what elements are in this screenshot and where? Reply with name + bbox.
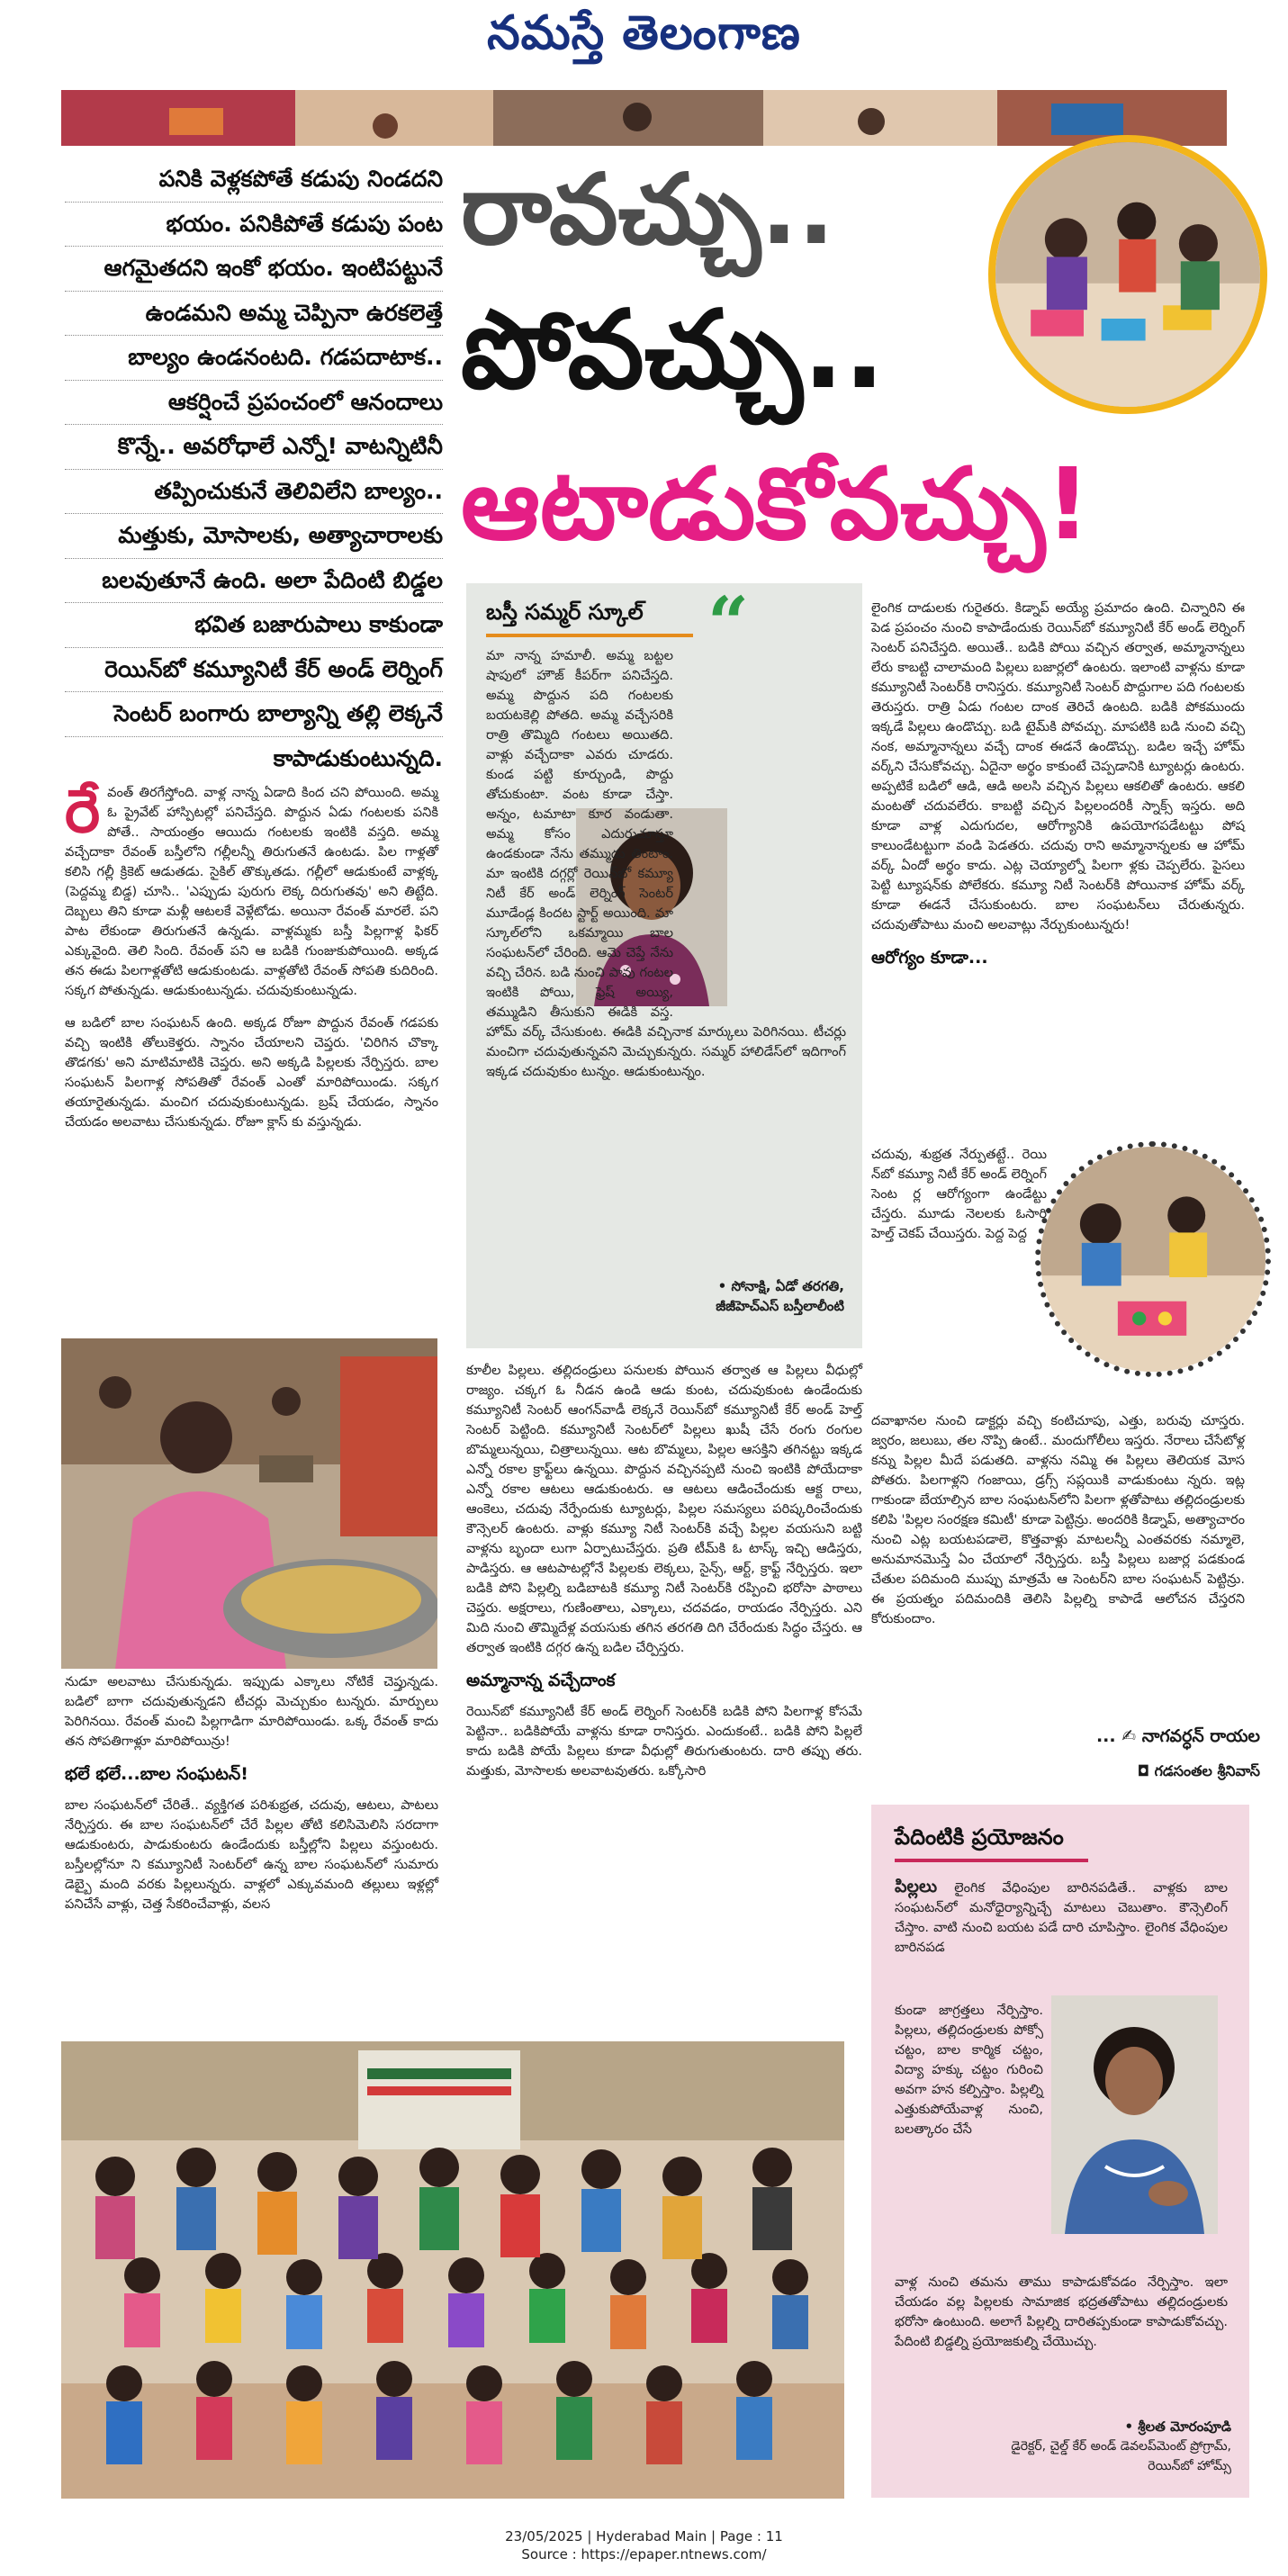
benefit-text-middle	[895, 2001, 1043, 2152]
headline-line-3: ఆటాడుకోవచ్చు!	[461, 446, 1091, 562]
main-story-column-bottom	[65, 1672, 438, 2050]
quote-mark: “	[707, 581, 750, 665]
right-column-health	[871, 1145, 1047, 1406]
paragraph-text: వంత్ తిరగేస్తోంది. వాళ్ల నాన్న ఏడాది కింద చని పోయింది. అమ్మ ఓ ప్రైవేట్ హాస్పిటల్లో పనిచేస్తది. పొద్దున ఏడు గంటలకు పనికి పోతే.. సాయంత్రం ఆయిదు గంటలకు ఇంటికి వస్తది. అమ్మ వచ్చేదాకా రేవంత్ బస్తీలోని గల్లీలన్నీ తిరుగుతనే ఉంటడు. పిల గాళ్లతో కలిసి గల్లీ క్రికెట్ ఆడుతడు. సైకిల్ తొక్కుతడు. గల్లీలో ఆడుకుంటే వాళ్లక్క (పెద్దమ్మ బిడ్డ) చూసి.. 'ఎప్పుడు పురుగు లెక్క దిరుగుతవు' అని తిట్టేది. దెబ్బలు తిని కూడా మళ్లీ ఆటలకే వెళ్లేటోడు. అయినా రేవంత్ మారలే. పని పాట లేకుండా తిరుగుతనే ఉన్నడు. వాళ్లమ్మకు బస్తీ పిల్లగాళ్ల ఫికర్ ఎక్కువైంది. తెలి సింది. రేవంత్ పని ఆ బడికి గుంజుకుపోయింది. అక్కడ తన ఈడు పిలగాళ్లతోటి ఆడుకుంటడు. వాళ్లతోటి రేవంత్ సోపతి కుదిరింది. సక్కగ పోతున్నడు. ఆడుకుంటున్నడు. చదువుకుంటున్నడు.	[65, 785, 438, 998]
signature-org: రెయిన్‌బో హోమ్స్	[1148, 2459, 1231, 2473]
intro-line: బాల్యం ఉండనంటది. గడపదాటాక..	[65, 336, 443, 381]
newspaper-name: నమస్తే తెలంగాణ	[487, 5, 801, 60]
testimony-signature	[601, 1276, 844, 1316]
intro-line: మత్తుకు, మోసాలకు, అత్యాచారాలకు	[65, 514, 443, 559]
intro-line: తప్పించుకునే తెలివిలేని బాల్యం..	[65, 470, 443, 515]
intro-line: పనికి వెళ్లకపోతే కడుపు నిండదని	[65, 158, 443, 203]
top-banner-photo	[61, 90, 1227, 146]
lead-word: పిల్లలు	[895, 1877, 938, 1896]
kids-activity-photo	[1035, 1141, 1271, 1377]
director-portrait-photo	[1051, 1995, 1218, 2234]
footer	[0, 2527, 1288, 2563]
drop-cap: రే	[65, 776, 101, 846]
paragraph: కూలీల పిల్లలు. తల్లిదండ్రులు పనులకు పోయిన తర్వాత ఆ పిల్లలు వీధుల్లో రాజ్యం. చక్కగ ఓ నీడన ఉండి ఆడు కుంట, చదువుకుంట ఉండేందుకు కమ్యూనిటీ సెంటర్‌ ఆంగన్‌వాడీ లెక్కనే రెయిన్‌బో కమ్యూనిటీ కేర్ అండ్ హెల్త్ సెంటర్ పెట్టింది. కమ్యూనిటీ సెంటర్‌లో పిల్లలు ఖుషీ చేసే రంగు రంగుల బొమ్మలున్నయి, చిత్రాలున్నయి. ఆట బొమ్మలు, పిల్లల ఆసక్తిని తగినట్టు ఇక్కడ ఎన్నో రకాల క్రాఫ్ట్‌లు ఉన్నయి. పొద్దున వచ్చినప్పటి నుంచి ఇంటికి పోయేదాకా ఎన్నో రకాల ఆటలు ఆడుకుంటరు. ఆ ఆటలు ఆడించేందుకు ఆక్ట రాలు, ఆంకెలు, చదువు నేర్పేందుకు ట్యూటర్లు, పిల్లల సమస్యలు పరిష్కరించేందుకు కౌన్సెలర్ ఉంటరు. వాళ్లు కమ్యూ నిటీ సెంటర్‌కి వచ్చే పిల్లల వయసుని బట్టి వాళ్లను బృందా లుగా ఏర్పాటుచేస్తరు. ప్రతి టీమ్‌కి ఓ టాస్క్ ఇచ్చి ఆడిస్తరు, పాడిస్తరు. ఆ ఆటపాటల్లోనే పిల్లలకు లెక్కలు, సైన్స్, ఆర్ట్, క్రాఫ్ట్ నేర్పిస్తరు. ఇలా బడికి పోని పిల్లల్ని బడిబాటకి కమ్యూ నిటీ సెంటర్‌కి రప్పించి భరోసా పాఠాలు చెప్తరు. అక్షరాలు, గుణింతాలు, ఎక్కాలు, చదవడం, రాయడం నేర్పిస్తరు. ఎని మిది నుంచి తొమ్మిదేళ్ల వయసుకు తగిన తరగతి దిగి చేరేందుకు సిద్ధం చేస్తరు. ఆ తర్వాత ఇంటికి దగ్గర ఉన్న బడిల చేర్పిస్తరు.	[466, 1363, 862, 1655]
intro-line: ఉండమని అమ్మ చెప్పినా ఉరకలెత్తే	[65, 292, 443, 337]
basti-testimony	[486, 646, 846, 1082]
benefit-text-bottom	[895, 2273, 1228, 2364]
title-underline	[486, 634, 693, 637]
paragraph: ఆ బడిలో బాల సంఘటన్ ఉంది. అక్కడ రోజూ పొద్దున రేవంత్ గడపకు వచ్చి ఇంటికి తోలుకెళ్తరు. స్నానం చేయాలని చెప్తరు. 'చిరిగిన చొక్కా తొడగకు' అని మాటిమాటికి చెప్తరు. అని అక్కడి పిల్లలకు నేర్పిస్తరు. బాల సంఘటన్ పిలగాళ్ల సోపతితో రేవంత్ ఎంతో మారిపోయిండు. సక్కగ తయారైతున్నడు. మంచిగ చదువుకుంటున్నడు. బ్రష్ చేయడం, స్నానం చేయడం అలవాటు చేసుకున్నడు. రోజూ క్లాస్ కు వస్తున్నడు.	[65, 1015, 438, 1130]
signature-title: డైరెక్టర్, చైల్డ్ కేర్ అండ్ డెవలప్‌మెంట్ ప్రోగ్రామ్,	[1011, 2439, 1231, 2454]
basti-testimony-text: మా నాన్న హమాలీ. అమ్మ బట్టల షాపులో హౌజ్ కీపర్‌గా పనిచేస్తది. అమ్మ పొద్దున పది గంటలకు బయటకెల్లి పోతది. అమ్మ వచ్చేసరికి రాత్రి తొమ్మిది గంటలు అయితది. వాళ్లు వచ్చేదాకా ఎవరు చూడరు. కుండ పట్టి కూర్చుండి, పొద్దు తోచుకుంటా. వంట కూడా చేస్తా. అన్నం, టమాటా కూర వండుతా. అమ్మ కోసం ఎదురుచూస్తూ ఉండకుండా నేను తమ్ముడు తింటాం. మా ఇంటికి దగ్గర్లో రెయిన్‌బో కమ్యూ నిటీ కేర్ అండ్ లెర్నింగ్ సెంటర్ మూడేండ్ల కిందట స్టార్ట్ అయింది. మా స్కూల్‌లోని ఒకమ్మాయి బాల సంఘటన్‌లో చేరింది. ఆమె చెప్తే నేను వచ్చి చేరిన. బడి నుంచి పావు గంటల ఇంటికి పోయి, ఫ్రెష్ అయ్యి, తమ్ముడిని తీసుకుని ఈడికి వస్త. హోమ్ వర్క్ చేసుకుంట. ఈడికి వచ్చినాక మార్కులు పెరిగినయి. టీచర్లు మంచిగా చదువుతున్నవని మెచ్చుకున్నరు. సమ్మర్ హాలిడేస్‌లో ఇదిగాంగ్ ఇక్కడ చదువుకుం టున్నం. ఆడుకుంటున్నం.	[486, 648, 846, 1079]
footer-date-edition: 23/05/2025 | Hyderabad Main | Page : 11	[505, 2528, 783, 2544]
masthead	[0, 0, 1288, 90]
intro-text	[65, 158, 443, 779]
title-underline	[895, 1859, 1088, 1862]
signature-name: • శ్రీలత మోరంపూడి	[1124, 2418, 1231, 2435]
intro-line: కొన్నే.. అవరోధాలే ఎన్నో! వాటన్నిటినీ	[65, 425, 443, 470]
signature-name: • సోనాక్షి, ఏడో తరగతి,	[717, 1278, 844, 1294]
paragraph-text: లైంగిక వేధింపుల బారినపడితే.. వాళ్లకు బాల సంఘటన్‌లో మనోధైర్యాన్నిచ్చే మాటలు చెబుతాం. కౌన్సెలింగ్ చేస్తాం. వాటి నుంచి బయట పడే దారి చూపిస్తాం. లైంగిక వేధింపుల బారినపడ	[895, 1880, 1228, 1955]
byline-photographer: ◘ గడసంతల శ్రీనివాస్	[1137, 1762, 1260, 1779]
paragraph: నుడూ అలవాటు చేసుకున్నడు. ఇప్పుడు ఎక్కాలు నోటికే చెప్తున్నడు. బడిలో బాగా చదువుతున్నడని టీచర్లు మెచ్చుకుం టున్నరు. మార్పులు పెరిగినయి. రేవంత్ మంచి పిల్లగాడిగా మారిపోయిండు. ఒక్క రేవంత్ కాదు తన సోపతిగాళ్లూ మారిపోయిన్రు!	[65, 1674, 438, 1749]
paragraph: రెయిన్‌బో కమ్యూనిటీ కేర్ అండ్ లెర్నింగ్ సెంటర్‌కి బడికి పోని పిలగాళ్ల కోసమే పెట్టినా.. బడికిపోయే వాళ్లను కూడా రానిస్తరు. ఎందుకంటే.. బడికి పోని పిల్లలే కాదు బడికి పోయే పిల్లలు కూడా వీధుల్లో తిరుగుతుంటరు. దారి తప్పు తరు. మత్తుకు, మోసాలకు అలవాటవుతరు. ఒక్కోసారి	[466, 1704, 862, 1779]
subheading-parents: అమ్మానాన్న వచ్చేదాంక	[466, 1671, 616, 1690]
subheading-bala-sanghatan: భలే భలే...బాల సంఘటన్!	[65, 1764, 248, 1784]
intro-line: ఆగమైతదని ఇంకో భయం. ఇంటిపట్టునే	[65, 247, 443, 292]
paragraph: కుండా జాగ్రత్తలు నేర్పిస్తాం. పిల్లలు, తల్లిదండ్రులకు పోక్సో చట్టం, బాల కార్మిక చట్టం, విద్యా హక్కు చట్టం గురించి అవగా హన కల్పిస్తాం. పిల్లల్ని ఎత్తుకుపోయేవాళ్ల నుంచి, బలత్కారం చేసే	[895, 2003, 1043, 2137]
intro-line: కాపాడుకుంటున్నది.	[273, 744, 443, 771]
subheading-health: ఆరోగ్యం కూడా...	[871, 948, 988, 968]
main-story-column-top	[65, 776, 438, 1337]
group-photo	[61, 2041, 844, 2499]
paragraph: వాళ్ల నుంచి తమను తాము కాపాడుకోవడం నేర్పిస్తాం. ఇలా చేయడం వల్ల పిల్లలకు సామాజిక భద్రతతోపాటు తల్లిదండ్రులకు భరోసా ఉంటుంది. అలాగే పిల్లల్ని దారితప్పకుండా కాపాడుకోవచ్చు. పేదింటి బిడ్డల్ని ప్రయోజకుల్ని చేయొచ్చు.	[895, 2274, 1228, 2349]
paragraph: చదువు, శుభ్రత నేర్పుతట్టే.. రెయి న్‌బో కమ్యూ నిటీ కేర్ అండ్ లెర్నింగ్ సెంట ర్ల ఆరోగ్యంగా ఉండేట్టు చేస్తరు. మూడు నెలలకు ఓసారి హెల్త్ చెకప్ చేయిస్తరు. పెద్ద పెద్ద	[871, 1147, 1047, 1241]
intro-line: సెంటర్ బంగారు బాల్యాన్ని తల్లి లెక్కనే	[65, 692, 443, 737]
right-column-top	[871, 599, 1245, 1116]
children-playing-photo	[988, 135, 1267, 414]
signature-school: జీజీహెచ్‌ఎస్ బస్తీలాలీంటి	[716, 1298, 844, 1314]
director-signature	[907, 2417, 1231, 2476]
basti-box-text	[486, 646, 846, 1276]
benefit-text-top	[895, 1877, 1228, 1970]
center-column	[466, 1361, 862, 2054]
intro-line: భయం. పనికిపోతే కడుపు పంట	[65, 203, 443, 248]
basti-summer-school-box	[466, 583, 862, 1348]
footer-source: Source : https://epaper.ntnews.com/	[521, 2546, 767, 2562]
byline-writer: ... ✍ నాగవర్ధన్ రాయల	[1095, 1726, 1260, 1746]
paragraph: దవాఖానల నుంచి డాక్టర్లు వచ్చి కంటిచూపు, ఎత్తు, బరువు చూస్తరు. జ్వరం, జలుబు, తల నొప్పి ఉంటే.. మందుగోలీలు ఇస్తరు. నేరాలు చేసేటోళ్ల కన్ను పిల్లల మీదే పడుతది. వాళ్లను నమ్మి ఈ పిల్లలు తెలియక మోస పోతరు. పిలగాళ్లని గంజాయి, డ్రగ్స్ సప్లయికి వాడుకుంటు న్నరు. ఇట్ల గాకుండా బేయాల్సిన బాల సంఘటన్‌లోని పిలగా ళ్లతోపాటు తల్లిదండ్రులకు కలిపి 'పిల్లల సంరక్షణ కమిటీ' కూడా పెట్టిన్రు. అందరికి కిడ్నాప్, అత్యాచారం నుంచి ఎట్ల బయటపడాలె, కొత్తవాళ్లు మాటలన్నీ ఎంతవరకు నమ్మాలె, అనుమానమొస్తే ఏం చేయాలో నేర్పిస్తరు. బస్తీ పిల్లలు బజార్ల పడకుండ చేతుల పదిమంది ముప్పు మాత్రమే ఆ సెంటర్‌ని బాల సంఘటన్ పెట్టిన్రు. ఈ ప్రయత్నం పదిమందికి తెలిసి పిల్లల్ని కాపాడే ఆలోచన చేస్తరని కోరుకుందాం.	[871, 1413, 1245, 1626]
paragraph: లైంగిక దాడులకు గురైతరు. కిడ్నాప్ అయ్యే ప్రమాదం ఉంది. చిన్నారిని ఈ పెడ ప్రపంచం నుంచి కాపాడేందుకు రెయిన్‌బో కమ్యూనిటీ కేర్ అండ్ లెర్నింగ్ సెంటర్ పనిచేస్తది. అయితే.. బడికి పోయి వచ్చిన తర్వాత, అమ్మానాన్నలు లేరు కాబట్టి చాలామంది పిల్లలు బజార్లలో ఉంటరు. ఇలాంటి వాళ్లను కూడా కమ్యూనిటీ సెంటర్‌కి రానిస్తరు. కమ్యూనిటీ సెంటర్ పొద్దుగాల పది గంటలకు తెరుస్తరు. రాత్రి ఏడు గంటల దాంక తెరిచే ఉంటది. బడికి పోకముందు ఇక్కడే పిల్లలు ఉండొచ్చు. బడి టైమ్‌కి పోవచ్చు. మాపటికి బడి నుంచి వచ్చి నంక, అమ్మానాన్నలు వచ్చే దాంక ఈడనే ఉండొచ్చు. బడిల ఇచ్చే హోమ్ వర్క్‌ని చేసుకోవచ్చు. ఏదైనా అర్థం కాకుంటే చెప్పడానికి ట్యూటర్లు ఉంటరు. అప్పటికే బడిలో ఆడి, ఆడి అలసి వచ్చిన పిల్లలు ఆకలితో ఉంటరు. ఆకలి మంటతో చదువలేరు. కాబట్టి వచ్చిన పిల్లలందరికీ స్నాక్స్ ఇస్తరు. అది కూడా వాళ్ల ఎదుగుదల, ఆరోగ్యానికి ఉపయోగపడేటట్టు పోష కాలుండేటట్టుగా వండి పెడతరు. చదువు రాని అమ్మానాన్నలకు ఆ హోమ్ వర్క్ ఏందో అర్థం కాదు. ఎట్ల చెయ్యాల్నో పిలగా ళ్లకు చెప్పలేరు. పైసలు పెట్టి ట్యూషన్‌కు పోలేకరు. కమ్యూ నిటీ సెంటర్‌కి పోయినాక హోమ్ వర్క్ కూడా ఈడనే చేసుకుంటరు. బాల సంఘటన్‌లు చేరుతున్నరు. చదువుతోపాటు మంచి అలవాట్లు నేర్చుకుంటున్నరు!	[871, 600, 1245, 932]
intro-line: ఆకర్షించే ప్రపంచంలో ఆనందాలు	[65, 381, 443, 426]
box-title: పేదింటికి ప్రయోజనం	[895, 1824, 1064, 1850]
headline-line-2: పోవచ్చు..	[461, 288, 886, 413]
benefit-box	[871, 1805, 1249, 2498]
right-column-bottom	[871, 1411, 1245, 1731]
paragraph: బాల సంఘటన్‌లో చేరితే.. వ్యక్తిగత పరిశుభ్రత, చదువు, ఆటలు, పాటలు నేర్పిస్తరు. ఈ బాల సంఘటన్‌లో చేరే పిల్లల తోటి కలిసిమెలిసి సరదాగా ఆడుకుంటరు, పాడుకుంటరు ఉండేందుకు బస్తీల్లోని పిల్లలు వస్తుంటరు. బస్తీలల్లోనూ ని కమ్యూనిటీ సెంటర్‌లో ఉన్న బాల సంఘటన్‌లో సుమారు డెబ్బై మంది వరకు పిల్లలున్నరు. వాళ్లలో ఎక్కువమంది తల్లులు ఇళ్లల్లో పనిచేసే వాళ్లు, చెత్త సేకరించేవాళ్లు, వలస	[65, 1797, 438, 1912]
paragraph	[65, 776, 438, 1001]
box-title: బస్తీ సమ్మర్ స్కూల్	[486, 599, 644, 625]
woman-cooking-photo	[61, 1338, 437, 1669]
intro-line: బలవుతూనే ఉంది. అలా పేదింటి బిడ్డల	[65, 559, 443, 604]
intro-line: రెయిన్‌బో కమ్యూనిటీ కేర్ అండ్ లెర్నింగ్	[65, 648, 443, 693]
headline-line-1: రావచ్చు..	[461, 154, 835, 266]
intro-line: భవిత బజారుపాలు కాకుండా	[65, 603, 443, 648]
paragraph	[895, 1877, 1228, 1958]
